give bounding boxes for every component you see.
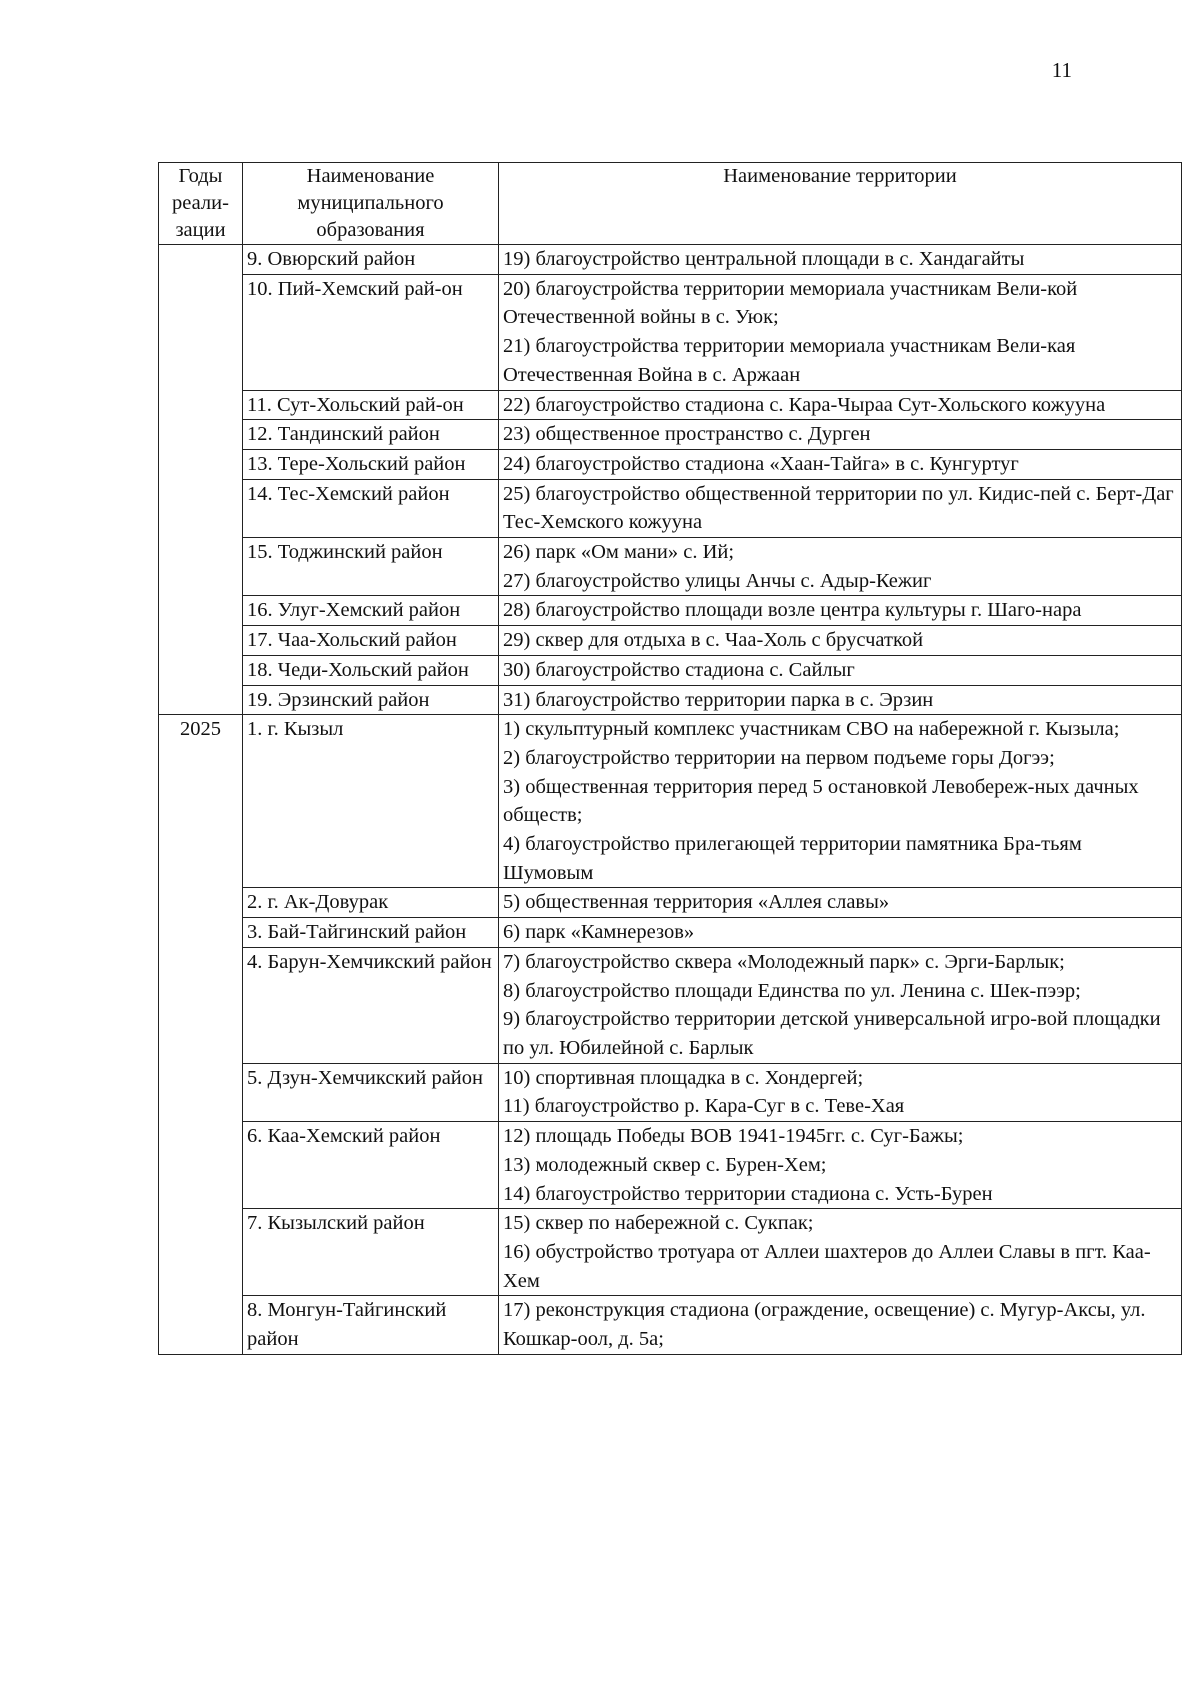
municipality-cell: 19. Эрзинский район: [243, 685, 499, 715]
year-cell: [159, 274, 243, 390]
year-cell: [159, 918, 243, 948]
year-cell: [159, 245, 243, 275]
header-territory: Наименование территории: [499, 163, 1182, 245]
territories-table: [158, 162, 1182, 1355]
table-row: [159, 449, 1182, 479]
territory-cell: [499, 390, 1182, 420]
territory-cell: [499, 1296, 1182, 1354]
territory-item: 20) благоустройства территории мемориала участникам Вели-кой Отечественной войны в с. Уюк;: [503, 277, 1078, 329]
territory-item: 5) общественная территория «Аллея славы»: [503, 891, 890, 914]
table-row: [159, 685, 1182, 715]
territory-item: 30) благоустройство стадиона с. Сайлыг: [503, 658, 855, 681]
year-cell: [159, 1209, 243, 1296]
territory-item: 31) благоустройство территории парка в с. Эрзин: [503, 688, 934, 711]
territory-cell: [499, 715, 1182, 888]
territory-cell: [499, 1063, 1182, 1121]
year-cell: [159, 1063, 243, 1121]
territory-item: 13) молодежный сквер с. Бурен-Хем;: [503, 1153, 827, 1176]
territory-cell: [499, 1122, 1182, 1209]
territory-cell: [499, 596, 1182, 626]
year-cell: [159, 479, 243, 537]
territory-item: 2) благоустройство территории на первом подъеме горы Догээ;: [503, 746, 1055, 769]
territory-cell: [499, 947, 1182, 1063]
territory-item: 7) благоустройство сквера «Молодежный парк» с. Эрги-Барлык;: [503, 950, 1065, 973]
year-cell: [159, 1296, 243, 1354]
municipality-cell: 2. г. Ак-Довурак: [243, 888, 499, 918]
territory-item: 1) скульптурный комплекс участникам СВО на набережной г. Кызыла;: [503, 718, 1120, 741]
municipality-cell: 15. Тоджинский район: [243, 538, 499, 596]
territory-cell: [499, 449, 1182, 479]
municipality-cell: 3. Бай-Тайгинский район: [243, 918, 499, 948]
page-number: 11: [1051, 58, 1072, 82]
territory-cell: [499, 420, 1182, 450]
year-cell: [159, 596, 243, 626]
territory-item: 9) благоустройство территории детской универсальной игро-вой площадки по ул. Юбилейной с. Барлык: [503, 1008, 1161, 1059]
table-row: [159, 1296, 1182, 1354]
territory-cell: [499, 626, 1182, 656]
header-years: Годы реали-зации: [159, 163, 243, 245]
territory-item: 11) благоустройство р. Кара-Суг в с. Теве-Хая: [503, 1095, 905, 1118]
territory-item: 3) общественная территория перед 5 остановкой Левобереж-ных дачных обществ;: [503, 775, 1139, 827]
table-row: [159, 274, 1182, 390]
municipality-cell: 16. Улуг-Хемский район: [243, 596, 499, 626]
territory-item: 24) благоустройство стадиона «Хаан-Тайга» в с. Кунгуртуг: [503, 452, 1019, 475]
territory-cell: [499, 245, 1182, 275]
year-cell: [159, 685, 243, 715]
territory-item: 19) благоустройство центральной площади в с. Хандагайты: [503, 248, 1025, 270]
table-header-row: [159, 163, 1182, 245]
territory-cell: [499, 655, 1182, 685]
territory-item: 23) общественное пространство с. Дурген: [503, 423, 871, 446]
header-municipality: Наименование муниципального образования: [243, 163, 499, 245]
year-cell: [159, 1122, 243, 1209]
territory-cell: [499, 888, 1182, 918]
territory-item: 21) благоустройства территории мемориала участникам Вели-кая Отечественная Война в с. Аржаан: [503, 335, 1076, 386]
year-cell: [159, 888, 243, 918]
territory-item: 4) благоустройство прилегающей территории памятника Бра-тьям Шумовым: [503, 833, 1082, 884]
year-cell: [159, 420, 243, 450]
municipality-cell: 6. Каа-Хемский район: [243, 1122, 499, 1209]
territory-item: 6) парк «Камнерезов»: [503, 921, 695, 944]
table-row: [159, 538, 1182, 596]
municipality-cell: 1. г. Кызыл: [243, 715, 499, 888]
table-row: [159, 888, 1182, 918]
territory-item: 15) сквер по набережной с. Сукпак;: [503, 1212, 814, 1235]
municipality-cell: 13. Тере-Хольский район: [243, 449, 499, 479]
territory-cell: [499, 538, 1182, 596]
table-row: [159, 1122, 1182, 1209]
territory-item: 28) благоустройство площади возле центра культуры г. Шаго-нара: [503, 599, 1082, 622]
table-row: [159, 655, 1182, 685]
table-body: [159, 245, 1182, 1355]
year-cell: [159, 538, 243, 596]
territory-item: 10) спортивная площадка в с. Хондергей;: [503, 1066, 864, 1089]
territory-item: 17) реконструкция стадиона (ограждение, освещение) с. Мугур-Аксы, ул. Кошкар-оол, д. 5а;: [503, 1299, 1146, 1351]
municipality-cell: 8. Монгун-Тайгинский район: [243, 1296, 499, 1354]
table-row: [159, 420, 1182, 450]
municipality-cell: 5. Дзун-Хемчикский район: [243, 1063, 499, 1121]
municipality-cell: 4. Барун-Хемчикский район: [243, 947, 499, 1063]
table-row: [159, 1063, 1182, 1121]
municipality-cell: 18. Чеди-Хольский район: [243, 655, 499, 685]
municipality-cell: 17. Чаа-Хольский район: [243, 626, 499, 656]
table-row: [159, 918, 1182, 948]
year-cell: [159, 947, 243, 1063]
territory-item: 27) благоустройство улицы Анчы с. Адыр-Кежиг: [503, 569, 932, 592]
municipality-cell: 9. Овюрский район: [243, 245, 499, 275]
territory-item: 25) благоустройство общественной территории по ул. Кидис-пей с. Берт-Даг Тес-Хемского кожууна: [503, 482, 1174, 534]
year-cell: [159, 449, 243, 479]
territory-item: 16) обустройство тротуара от Аллеи шахтеров до Аллеи Славы в пгт. Каа-Хем: [503, 1240, 1151, 1292]
territory-cell: [499, 274, 1182, 390]
table-row: [159, 626, 1182, 656]
territory-cell: [499, 479, 1182, 537]
table-row: [159, 715, 1182, 888]
year-cell: [159, 655, 243, 685]
year-cell: [159, 626, 243, 656]
territory-cell: [499, 1209, 1182, 1296]
municipality-cell: 10. Пий-Хемский рай-он: [243, 274, 499, 390]
territory-item: 8) благоустройство площади Единства по ул. Ленина с. Шек-пээр;: [503, 979, 1081, 1002]
table-row: [159, 479, 1182, 537]
territory-cell: [499, 685, 1182, 715]
territory-item: 22) благоустройство стадиона с. Кара-Чыраа Сут-Хольского кожууна: [503, 393, 1106, 416]
territory-cell: [499, 918, 1182, 948]
territory-item: 14) благоустройство территории стадиона с. Усть-Бурен: [503, 1182, 993, 1205]
year-cell: 2025: [159, 715, 243, 888]
year-cell: [159, 390, 243, 420]
municipality-cell: 14. Тес-Хемский район: [243, 479, 499, 537]
table-row: [159, 1209, 1182, 1296]
territory-item: 12) площадь Победы ВОВ 1941-1945гг. с. Суг-Бажы;: [503, 1125, 964, 1148]
territory-item: 26) парк «Ом мани» с. Ий;: [503, 541, 735, 564]
table-row: [159, 596, 1182, 626]
municipality-cell: 7. Кызылский район: [243, 1209, 499, 1296]
table-row: [159, 245, 1182, 275]
municipality-cell: 11. Сут-Хольский рай-он: [243, 390, 499, 420]
table-row: [159, 947, 1182, 1063]
table-row: [159, 390, 1182, 420]
municipality-cell: 12. Тандинский район: [243, 420, 499, 450]
territory-item: 29) сквер для отдыха в с. Чаа-Холь с брусчаткой: [503, 629, 924, 652]
